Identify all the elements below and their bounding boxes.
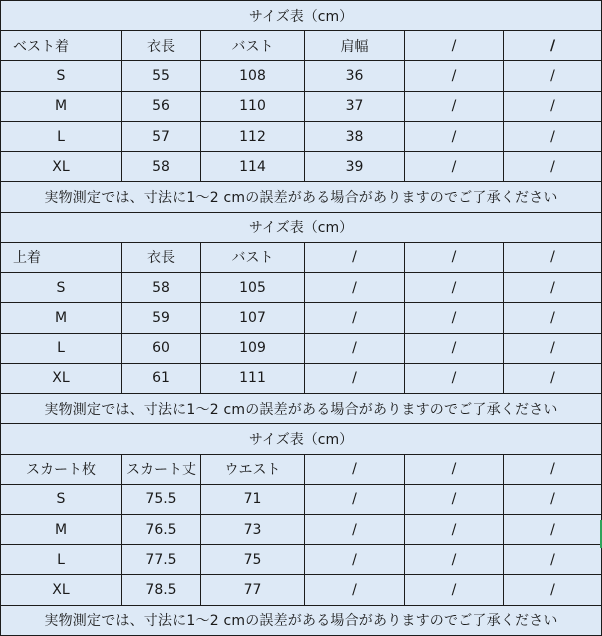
value-cell: / bbox=[305, 363, 405, 393]
value-cell: 110 bbox=[201, 91, 305, 121]
header-cell: / bbox=[405, 242, 504, 272]
value-cell: / bbox=[405, 273, 504, 303]
value-cell: / bbox=[405, 363, 504, 393]
size-cell: XL bbox=[1, 575, 122, 605]
value-cell: 71 bbox=[201, 484, 305, 514]
note-row bbox=[1, 394, 602, 424]
table-row bbox=[1, 545, 602, 575]
table-row bbox=[1, 484, 602, 514]
header-cell: バスト bbox=[201, 31, 305, 61]
value-cell: 58 bbox=[122, 273, 201, 303]
size-cell: L bbox=[1, 121, 122, 151]
value-cell: / bbox=[405, 91, 504, 121]
header-cell: ベスト着 bbox=[1, 31, 122, 61]
value-cell: / bbox=[405, 575, 504, 605]
section-title: サイズ表（cm） bbox=[1, 1, 602, 31]
value-cell: / bbox=[504, 575, 602, 605]
value-cell: 56 bbox=[122, 91, 201, 121]
header-cell: スカート枚 bbox=[1, 454, 122, 484]
header-cell: バスト bbox=[201, 242, 305, 272]
size-cell: XL bbox=[1, 152, 122, 182]
value-cell: 109 bbox=[201, 333, 305, 363]
header-cell: 衣長 bbox=[122, 242, 201, 272]
value-cell: 36 bbox=[305, 61, 405, 91]
table-row bbox=[1, 575, 602, 605]
header-cell: ウエスト bbox=[201, 454, 305, 484]
size-cell: L bbox=[1, 545, 122, 575]
value-cell: / bbox=[305, 484, 405, 514]
table-row bbox=[1, 152, 602, 182]
section-title-row bbox=[1, 424, 602, 454]
size-cell: S bbox=[1, 484, 122, 514]
header-cell: 肩幅 bbox=[305, 31, 405, 61]
value-cell: 107 bbox=[201, 303, 305, 333]
measurement-note: 実物測定では、寸法に1～2 cmの誤差がある場合がありますのでご了承ください bbox=[1, 605, 602, 635]
value-cell: / bbox=[405, 545, 504, 575]
value-cell: / bbox=[405, 61, 504, 91]
value-cell: 77 bbox=[201, 575, 305, 605]
size-cell: M bbox=[1, 514, 122, 544]
value-cell: 38 bbox=[305, 121, 405, 151]
section-title: サイズ表（cm） bbox=[1, 424, 602, 454]
value-cell: 108 bbox=[201, 61, 305, 91]
value-cell: / bbox=[405, 303, 504, 333]
value-cell: / bbox=[305, 545, 405, 575]
value-cell: / bbox=[405, 484, 504, 514]
measurement-note: 実物測定では、寸法に1～2 cmの誤差がある場合がありますのでご了承ください bbox=[1, 182, 602, 212]
value-cell: / bbox=[504, 152, 602, 182]
table-row bbox=[1, 333, 602, 363]
value-cell: 75 bbox=[201, 545, 305, 575]
header-row bbox=[1, 31, 602, 61]
value-cell: 57 bbox=[122, 121, 201, 151]
header-cell: / bbox=[504, 31, 602, 61]
note-row bbox=[1, 182, 602, 212]
value-cell: / bbox=[504, 273, 602, 303]
value-cell: / bbox=[305, 273, 405, 303]
header-cell: / bbox=[405, 454, 504, 484]
value-cell: 112 bbox=[201, 121, 305, 151]
value-cell: / bbox=[504, 121, 602, 151]
value-cell: 39 bbox=[305, 152, 405, 182]
value-cell: 78.5 bbox=[122, 575, 201, 605]
header-row bbox=[1, 242, 602, 272]
table-row bbox=[1, 303, 602, 333]
size-cell: S bbox=[1, 61, 122, 91]
value-cell: 73 bbox=[201, 514, 305, 544]
table-row bbox=[1, 514, 602, 544]
value-cell: 75.5 bbox=[122, 484, 201, 514]
section-title: サイズ表（cm） bbox=[1, 212, 602, 242]
header-cell: / bbox=[305, 454, 405, 484]
value-cell: / bbox=[405, 152, 504, 182]
value-cell: / bbox=[305, 333, 405, 363]
value-cell: / bbox=[405, 514, 504, 544]
table-row bbox=[1, 91, 602, 121]
header-cell: 衣長 bbox=[122, 31, 201, 61]
note-row bbox=[1, 605, 602, 635]
value-cell: 37 bbox=[305, 91, 405, 121]
value-cell: 105 bbox=[201, 273, 305, 303]
value-cell: 60 bbox=[122, 333, 201, 363]
value-cell: / bbox=[305, 303, 405, 333]
value-cell: 76.5 bbox=[122, 514, 201, 544]
header-cell: / bbox=[405, 31, 504, 61]
header-row bbox=[1, 454, 602, 484]
size-cell: M bbox=[1, 303, 122, 333]
value-cell: 58 bbox=[122, 152, 201, 182]
value-cell: 55 bbox=[122, 61, 201, 91]
value-cell: / bbox=[405, 121, 504, 151]
section-title-row bbox=[1, 212, 602, 242]
value-cell: / bbox=[504, 91, 602, 121]
value-cell: 111 bbox=[201, 363, 305, 393]
header-cell: スカート丈 bbox=[122, 454, 201, 484]
value-cell: / bbox=[504, 303, 602, 333]
value-cell: / bbox=[504, 61, 602, 91]
value-cell: 59 bbox=[122, 303, 201, 333]
header-cell: / bbox=[305, 242, 405, 272]
value-cell: / bbox=[504, 514, 602, 544]
measurement-note: 実物測定では、寸法に1～2 cmの誤差がある場合がありますのでご了承ください bbox=[1, 394, 602, 424]
table-row bbox=[1, 363, 602, 393]
size-cell: XL bbox=[1, 363, 122, 393]
table-row bbox=[1, 61, 602, 91]
value-cell: / bbox=[504, 484, 602, 514]
size-cell: S bbox=[1, 273, 122, 303]
value-cell: / bbox=[504, 545, 602, 575]
size-cell: M bbox=[1, 91, 122, 121]
table-row bbox=[1, 273, 602, 303]
header-cell: / bbox=[504, 454, 602, 484]
value-cell: 77.5 bbox=[122, 545, 201, 575]
size-cell: L bbox=[1, 333, 122, 363]
value-cell: 61 bbox=[122, 363, 201, 393]
header-cell: / bbox=[504, 242, 602, 272]
header-cell: 上着 bbox=[1, 242, 122, 272]
value-cell: 114 bbox=[201, 152, 305, 182]
value-cell: / bbox=[305, 575, 405, 605]
table-row bbox=[1, 121, 602, 151]
value-cell: / bbox=[504, 333, 602, 363]
value-cell: / bbox=[305, 514, 405, 544]
value-cell: / bbox=[405, 333, 504, 363]
value-cell: / bbox=[504, 363, 602, 393]
section-title-row bbox=[1, 1, 602, 31]
